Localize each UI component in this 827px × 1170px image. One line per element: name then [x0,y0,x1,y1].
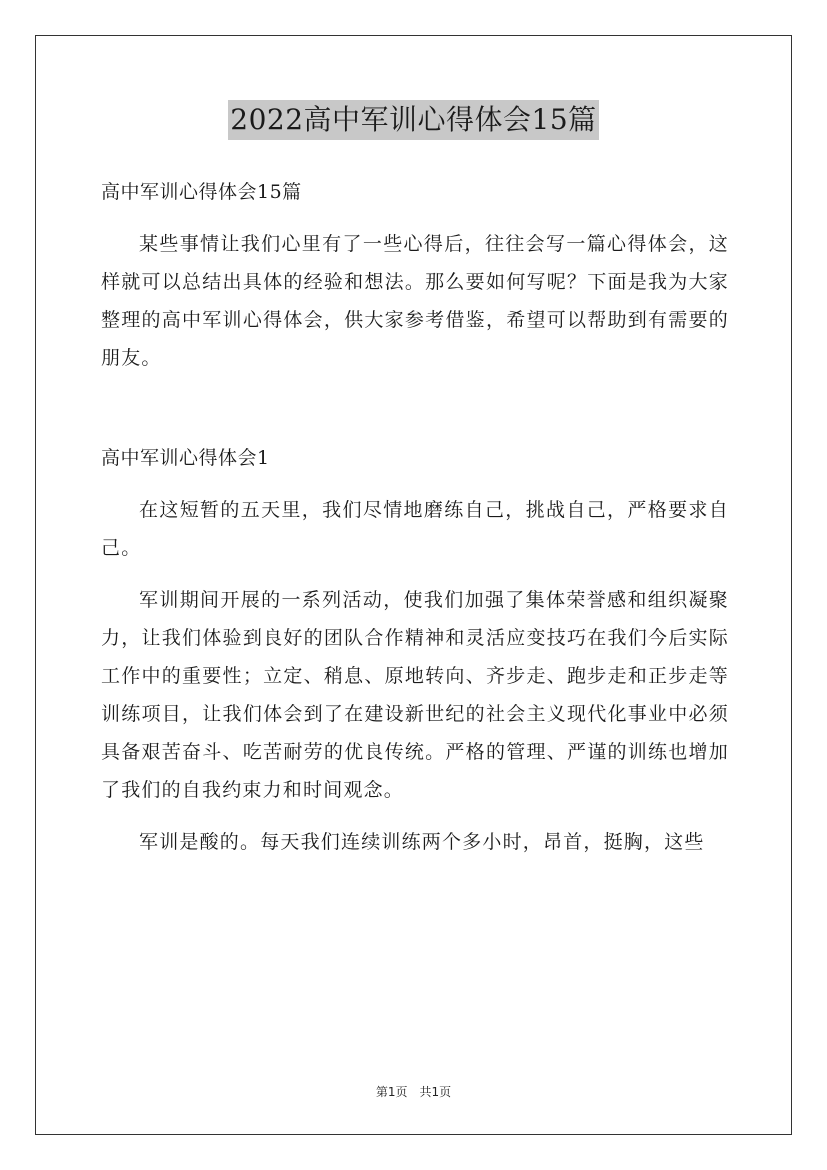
body-paragraph: 在这短暂的五天里，我们尽情地磨练自己，挑战自己，严格要求自己。 [101,499,729,559]
title-block [0,100,827,140]
document-title: 2022高中军训心得体会15篇 [228,100,598,140]
body-paragraph: 军训期间开展的一系列活动，使我们加强了集体荣誉感和组织凝聚力，让我们体验到良好的团队合作精神和灵活应变技巧在我们今后实际工作中的重要性；立定、稍息、原地转向、齐步走、跑步走和正步走等训练项目，让我们体会到了在建设新世纪的社会主义现代化事业中必须具备艰苦奋斗、吃苦耐劳的优良传统。严格的管理、严谨的训练也增加了我们的自我约束力和时间观念。 [101,589,729,801]
intro-paragraph: 某些事情让我们心里有了一些心得后，往往会写一篇心得体会，这样就可以总结出具体的经验和想法。那么要如何写呢？下面是我为大家整理的高中军训心得体会，供大家参考借鉴，希望可以帮助到有需要的朋友。 [101,233,729,369]
page-footer: 第1页 共1页 [375,1085,452,1099]
document-body [101,173,729,861]
body-paragraph: 军训是酸的。每天我们连续训练两个多小时，昂首，挺胸，这些 [139,831,705,853]
document-subtitle: 高中军训心得体会15篇 [101,181,302,203]
section-heading: 高中军训心得体会1 [101,447,270,469]
